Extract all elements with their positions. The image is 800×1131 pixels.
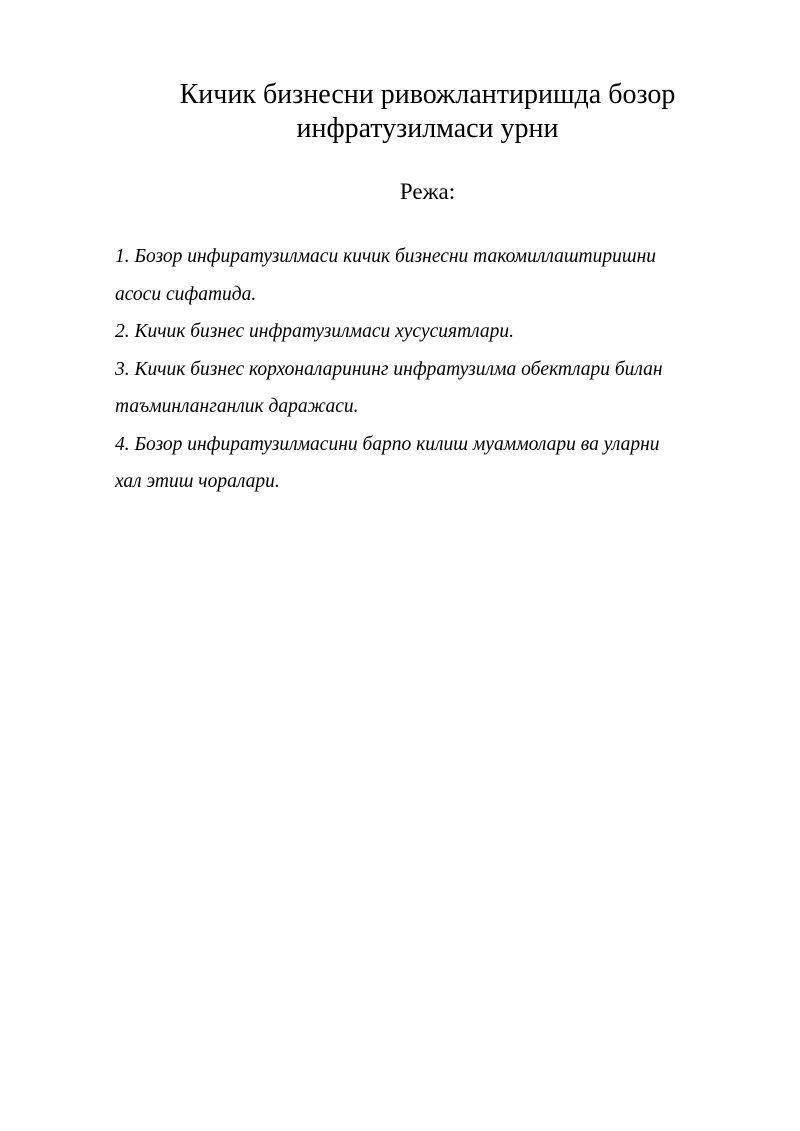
title-line-1: Кичик бизнесни ривожлантиришда бозор	[179, 79, 676, 110]
plan-heading: Режа:	[399, 179, 456, 204]
plan-item-1-line-1: 1. Бозор инфиратузилмаси кичик бизнесни такомиллаштиришни	[115, 246, 657, 267]
plan-item-4-line-2: хал этиш чоралари.	[115, 471, 280, 492]
document-title	[115, 78, 740, 146]
title-line-2: инфратузилмаси урни	[296, 113, 559, 144]
plan-item-1	[115, 238, 735, 313]
plan-item-4-line-1: 4. Бозор инфиратузилмасини барпо килиш муаммолари ва уларни	[115, 433, 660, 455]
plan-item-1-line-2: асоси сифатида.	[115, 283, 257, 305]
plan-item-3-line-2: таъминланганлик даражаси.	[115, 396, 359, 417]
plan-item-2-line-1: 2. Кичик бизнес инфратузилмаси хусусиятлари.	[115, 321, 515, 342]
plan-item-3	[115, 351, 735, 426]
plan-item-3-line-1: 3. Кичик бизнес корхоналарининг инфратузилма обектлари билан	[115, 358, 663, 380]
plan-item-2	[115, 313, 735, 351]
plan-list	[115, 238, 735, 501]
plan-item-4	[115, 426, 735, 501]
